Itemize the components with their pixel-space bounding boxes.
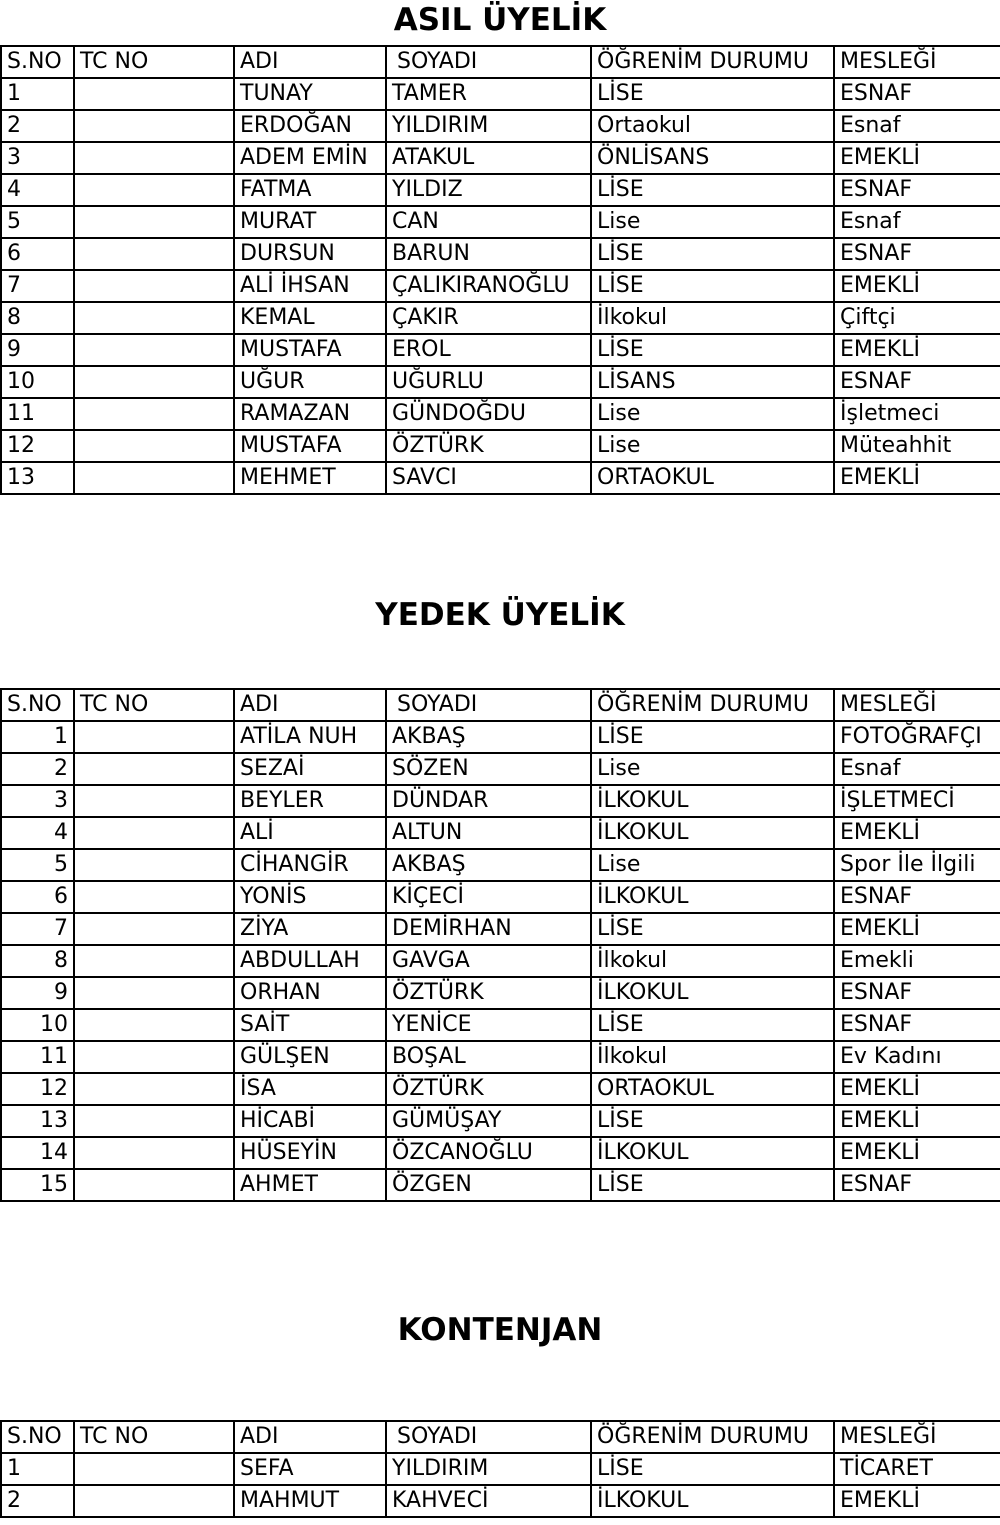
table-row [1, 398, 1000, 430]
cell-sno: 15 [1, 1169, 74, 1201]
header-sno: S.NO [1, 1421, 74, 1453]
cell-adi: ALİ İHSAN [234, 270, 386, 302]
cell-adi: CİHANGİR [234, 849, 386, 881]
cell-meslek: ESNAF [834, 174, 1000, 206]
cell-adi: AHMET [234, 1169, 386, 1201]
cell-ogrenim: Lise [591, 398, 834, 430]
header-tc: TC NO [74, 1421, 234, 1453]
cell-tc [74, 334, 234, 366]
cell-meslek: EMEKLİ [834, 817, 1000, 849]
cell-sno: 12 [1, 430, 74, 462]
cell-ogrenim: İlkokul [591, 302, 834, 334]
cell-sno: 13 [1, 462, 74, 494]
cell-adi: BEYLER [234, 785, 386, 817]
cell-adi: TUNAY [234, 78, 386, 110]
cell-sno: 4 [1, 174, 74, 206]
header-ogrenim: ÖĞRENİM DURUMU [591, 46, 834, 78]
cell-soyadi: GAVGA [386, 945, 591, 977]
cell-soyadi: ÖZTÜRK [386, 1073, 591, 1105]
cell-adi: İSA [234, 1073, 386, 1105]
cell-soyadi: YILDIRIM [386, 110, 591, 142]
cell-tc [74, 817, 234, 849]
cell-adi: MAHMUT [234, 1485, 386, 1517]
cell-soyadi: GÜNDOĞDU [386, 398, 591, 430]
cell-sno: 8 [1, 945, 74, 977]
table-header-row [1, 689, 1000, 721]
table-row [1, 430, 1000, 462]
cell-tc [74, 977, 234, 1009]
cell-adi: MUSTAFA [234, 334, 386, 366]
cell-tc [74, 270, 234, 302]
table-row [1, 1137, 1000, 1169]
table-row [1, 1485, 1000, 1517]
cell-meslek: Esnaf [834, 753, 1000, 785]
cell-meslek: ESNAF [834, 1009, 1000, 1041]
table-row [1, 142, 1000, 174]
table-row [1, 78, 1000, 110]
cell-sno: 10 [1, 366, 74, 398]
table-row [1, 366, 1000, 398]
cell-sno: 7 [1, 913, 74, 945]
cell-adi: ORHAN [234, 977, 386, 1009]
cell-meslek: EMEKLİ [834, 270, 1000, 302]
table-row [1, 270, 1000, 302]
table-row [1, 753, 1000, 785]
section-title-kontenjan: KONTENJAN [397, 1312, 603, 1348]
cell-ogrenim: LİSE [591, 1169, 834, 1201]
cell-adi: ABDULLAH [234, 945, 386, 977]
cell-ogrenim: İLKOKUL [591, 881, 834, 913]
table-row [1, 174, 1000, 206]
header-sno: S.NO [1, 46, 74, 78]
header-meslek: MESLEĞİ [834, 46, 1000, 78]
cell-meslek: EMEKLİ [834, 1073, 1000, 1105]
cell-sno: 2 [1, 110, 74, 142]
table-row [1, 1041, 1000, 1073]
cell-meslek: Spor İle İlgili [834, 849, 1000, 881]
cell-adi: UĞUR [234, 366, 386, 398]
cell-tc [74, 881, 234, 913]
cell-tc [74, 174, 234, 206]
cell-ogrenim: İLKOKUL [591, 977, 834, 1009]
cell-soyadi: KAHVECİ [386, 1485, 591, 1517]
table-kontenjan [0, 1420, 1000, 1518]
header-soyadi: SOYADI [386, 46, 591, 78]
header-meslek: MESLEĞİ [834, 1421, 1000, 1453]
cell-soyadi: DÜNDAR [386, 785, 591, 817]
table-asil-uyelik [0, 45, 1000, 495]
cell-adi: ATİLA NUH [234, 721, 386, 753]
cell-meslek: ESNAF [834, 78, 1000, 110]
cell-sno: 2 [1, 753, 74, 785]
header-soyadi: SOYADI [386, 689, 591, 721]
cell-meslek: EMEKLİ [834, 462, 1000, 494]
cell-adi: MUSTAFA [234, 430, 386, 462]
cell-sno: 5 [1, 849, 74, 881]
table-row [1, 721, 1000, 753]
table-row [1, 945, 1000, 977]
cell-ogrenim: Lise [591, 206, 834, 238]
cell-tc [74, 945, 234, 977]
table-row [1, 110, 1000, 142]
cell-ogrenim: İLKOKUL [591, 1485, 834, 1517]
cell-adi: SEFA [234, 1453, 386, 1485]
cell-adi: RAMAZAN [234, 398, 386, 430]
cell-ogrenim: LİSE [591, 913, 834, 945]
cell-meslek: TİCARET [834, 1453, 1000, 1485]
cell-adi: ALİ [234, 817, 386, 849]
cell-sno: 3 [1, 142, 74, 174]
cell-meslek: EMEKLİ [834, 1485, 1000, 1517]
cell-meslek: ESNAF [834, 366, 1000, 398]
cell-sno: 12 [1, 1073, 74, 1105]
cell-ogrenim: LİSE [591, 721, 834, 753]
cell-soyadi: EROL [386, 334, 591, 366]
cell-soyadi: AKBAŞ [386, 721, 591, 753]
table-row [1, 334, 1000, 366]
cell-meslek: Esnaf [834, 206, 1000, 238]
cell-tc [74, 302, 234, 334]
cell-ogrenim: LİSE [591, 174, 834, 206]
header-ogrenim: ÖĞRENİM DURUMU [591, 1421, 834, 1453]
table-header-row [1, 46, 1000, 78]
cell-soyadi: ÖZTÜRK [386, 430, 591, 462]
cell-soyadi: SAVCI [386, 462, 591, 494]
cell-tc [74, 462, 234, 494]
cell-meslek: ESNAF [834, 881, 1000, 913]
cell-soyadi: YENİCE [386, 1009, 591, 1041]
cell-meslek: Ev Kadını [834, 1041, 1000, 1073]
cell-meslek: ESNAF [834, 1169, 1000, 1201]
cell-adi: SEZAİ [234, 753, 386, 785]
cell-adi: ADEM EMİN [234, 142, 386, 174]
cell-sno: 6 [1, 238, 74, 270]
cell-meslek: FOTOĞRAFÇI [834, 721, 1000, 753]
cell-ogrenim: LİSE [591, 78, 834, 110]
cell-tc [74, 78, 234, 110]
cell-meslek: EMEKLİ [834, 334, 1000, 366]
table-row [1, 1453, 1000, 1485]
table-row [1, 1169, 1000, 1201]
cell-meslek: EMEKLİ [834, 1105, 1000, 1137]
cell-sno: 8 [1, 302, 74, 334]
cell-meslek: Emekli [834, 945, 1000, 977]
cell-soyadi: DEMİRHAN [386, 913, 591, 945]
table-row [1, 1073, 1000, 1105]
table-row [1, 302, 1000, 334]
table-yedek-uyelik [0, 688, 1000, 1202]
cell-ogrenim: Lise [591, 849, 834, 881]
cell-tc [74, 1485, 234, 1517]
section-title-asil: ASIL ÜYELİK [393, 2, 607, 38]
table-row [1, 849, 1000, 881]
cell-sno: 14 [1, 1137, 74, 1169]
cell-ogrenim: Lise [591, 430, 834, 462]
cell-tc [74, 753, 234, 785]
cell-ogrenim: LİSE [591, 334, 834, 366]
table-row [1, 785, 1000, 817]
cell-tc [74, 1169, 234, 1201]
cell-tc [74, 366, 234, 398]
cell-ogrenim: İLKOKUL [591, 817, 834, 849]
cell-meslek: İşletmeci [834, 398, 1000, 430]
cell-adi: YONİS [234, 881, 386, 913]
cell-sno: 7 [1, 270, 74, 302]
cell-tc [74, 206, 234, 238]
cell-ogrenim: İLKOKUL [591, 785, 834, 817]
cell-tc [74, 721, 234, 753]
header-sno: S.NO [1, 689, 74, 721]
cell-soyadi: ÖZCANOĞLU [386, 1137, 591, 1169]
cell-sno: 9 [1, 334, 74, 366]
cell-meslek: EMEKLİ [834, 1137, 1000, 1169]
cell-soyadi: ÇALIKIRANOĞLU [386, 270, 591, 302]
cell-soyadi: ÖZTÜRK [386, 977, 591, 1009]
table-row [1, 977, 1000, 1009]
cell-adi: KEMAL [234, 302, 386, 334]
cell-ogrenim: Lise [591, 753, 834, 785]
cell-ogrenim: ORTAOKUL [591, 1073, 834, 1105]
table-row [1, 1009, 1000, 1041]
cell-soyadi: BOŞAL [386, 1041, 591, 1073]
cell-adi: HÜSEYİN [234, 1137, 386, 1169]
cell-sno: 9 [1, 977, 74, 1009]
cell-sno: 11 [1, 1041, 74, 1073]
cell-adi: ZİYA [234, 913, 386, 945]
table-row [1, 913, 1000, 945]
cell-meslek: EMEKLİ [834, 913, 1000, 945]
cell-tc [74, 1009, 234, 1041]
cell-sno: 1 [1, 1453, 74, 1485]
cell-ogrenim: LİSE [591, 238, 834, 270]
table-row [1, 238, 1000, 270]
cell-tc [74, 785, 234, 817]
table-row [1, 817, 1000, 849]
cell-tc [74, 398, 234, 430]
cell-meslek: Esnaf [834, 110, 1000, 142]
table-row [1, 206, 1000, 238]
cell-adi: MURAT [234, 206, 386, 238]
cell-adi: DURSUN [234, 238, 386, 270]
cell-meslek: İŞLETMECİ [834, 785, 1000, 817]
cell-tc [74, 1453, 234, 1485]
header-adi: ADI [234, 46, 386, 78]
cell-tc [74, 238, 234, 270]
cell-tc [74, 1105, 234, 1137]
header-adi: ADI [234, 1421, 386, 1453]
header-meslek: MESLEĞİ [834, 689, 1000, 721]
cell-soyadi: ÇAKIR [386, 302, 591, 334]
table-row [1, 881, 1000, 913]
cell-sno: 3 [1, 785, 74, 817]
cell-tc [74, 430, 234, 462]
cell-soyadi: KİÇECİ [386, 881, 591, 913]
cell-meslek: ESNAF [834, 977, 1000, 1009]
cell-adi: ERDOĞAN [234, 110, 386, 142]
header-adi: ADI [234, 689, 386, 721]
cell-meslek: Müteahhit [834, 430, 1000, 462]
cell-sno: 11 [1, 398, 74, 430]
cell-adi: HİCABİ [234, 1105, 386, 1137]
cell-soyadi: BARUN [386, 238, 591, 270]
cell-tc [74, 110, 234, 142]
cell-soyadi: CAN [386, 206, 591, 238]
cell-soyadi: UĞURLU [386, 366, 591, 398]
cell-soyadi: YILDIZ [386, 174, 591, 206]
cell-ogrenim: ORTAOKUL [591, 462, 834, 494]
cell-sno: 5 [1, 206, 74, 238]
cell-ogrenim: İLKOKUL [591, 1137, 834, 1169]
cell-soyadi: ALTUN [386, 817, 591, 849]
cell-ogrenim: Ortaokul [591, 110, 834, 142]
cell-meslek: Çiftçi [834, 302, 1000, 334]
cell-tc [74, 1137, 234, 1169]
cell-ogrenim: LİSE [591, 1453, 834, 1485]
header-ogrenim: ÖĞRENİM DURUMU [591, 689, 834, 721]
cell-sno: 13 [1, 1105, 74, 1137]
table-row [1, 462, 1000, 494]
cell-meslek: ESNAF [834, 238, 1000, 270]
cell-sno: 10 [1, 1009, 74, 1041]
cell-tc [74, 1073, 234, 1105]
table-header-row [1, 1421, 1000, 1453]
cell-adi: SAİT [234, 1009, 386, 1041]
cell-ogrenim: LİSE [591, 270, 834, 302]
table-row [1, 1105, 1000, 1137]
cell-tc [74, 1041, 234, 1073]
cell-soyadi: YILDIRIM [386, 1453, 591, 1485]
cell-soyadi: ÖZGEN [386, 1169, 591, 1201]
cell-soyadi: GÜMÜŞAY [386, 1105, 591, 1137]
cell-tc [74, 142, 234, 174]
cell-tc [74, 849, 234, 881]
cell-ogrenim: ÖNLİSANS [591, 142, 834, 174]
cell-meslek: EMEKLİ [834, 142, 1000, 174]
cell-ogrenim: İlkokul [591, 945, 834, 977]
cell-sno: 4 [1, 817, 74, 849]
cell-ogrenim: LİSANS [591, 366, 834, 398]
cell-ogrenim: İlkokul [591, 1041, 834, 1073]
cell-tc [74, 913, 234, 945]
cell-ogrenim: LİSE [591, 1009, 834, 1041]
cell-soyadi: ATAKUL [386, 142, 591, 174]
cell-sno: 2 [1, 1485, 74, 1517]
header-tc: TC NO [74, 46, 234, 78]
header-tc: TC NO [74, 689, 234, 721]
header-soyadi: SOYADI [386, 1421, 591, 1453]
cell-soyadi: SÖZEN [386, 753, 591, 785]
section-title-yedek: YEDEK ÜYELİK [375, 597, 625, 633]
cell-sno: 6 [1, 881, 74, 913]
cell-ogrenim: LİSE [591, 1105, 834, 1137]
cell-adi: FATMA [234, 174, 386, 206]
cell-sno: 1 [1, 721, 74, 753]
cell-adi: MEHMET [234, 462, 386, 494]
cell-soyadi: TAMER [386, 78, 591, 110]
cell-soyadi: AKBAŞ [386, 849, 591, 881]
cell-adi: GÜLŞEN [234, 1041, 386, 1073]
cell-sno: 1 [1, 78, 74, 110]
